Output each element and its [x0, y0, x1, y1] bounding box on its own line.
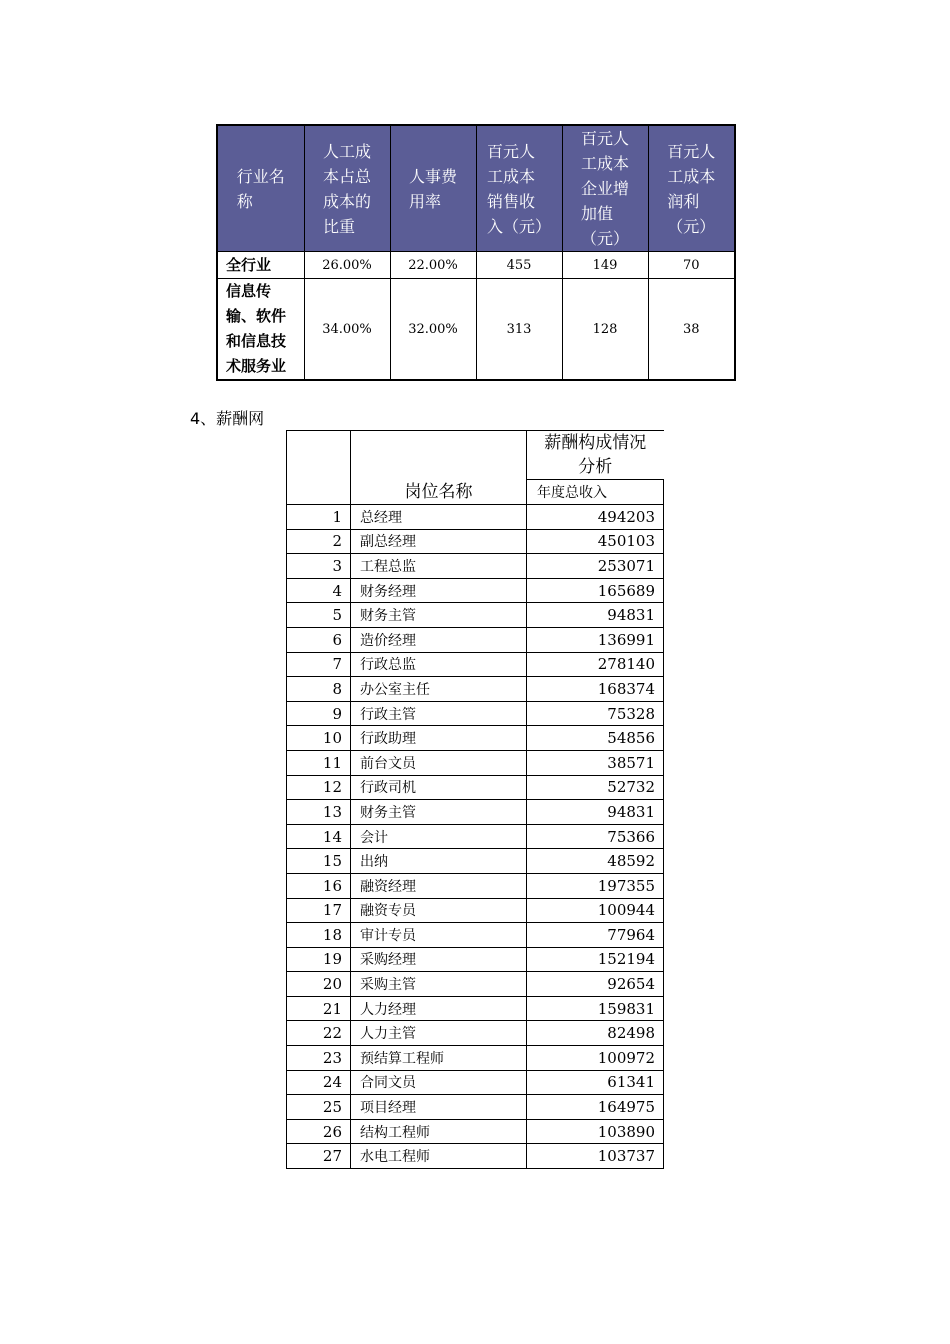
- position-name: 出纳: [351, 849, 527, 874]
- row-number: 8: [287, 677, 351, 702]
- row-number: 25: [287, 1095, 351, 1120]
- table-header-row: [217, 125, 735, 252]
- table-row: [287, 996, 664, 1021]
- position-name: 财务经理: [351, 578, 527, 603]
- row-number: 18: [287, 923, 351, 948]
- position-name: 行政助理: [351, 726, 527, 751]
- salary-table: [286, 430, 664, 1169]
- position-name: 融资经理: [351, 873, 527, 898]
- annual-income: 100972: [527, 1046, 664, 1071]
- annual-income: 48592: [527, 849, 664, 874]
- table-row: [287, 849, 664, 874]
- row-number: 14: [287, 824, 351, 849]
- position-name: 造价经理: [351, 627, 527, 652]
- annual-income: 136991: [527, 627, 664, 652]
- table-row: [287, 750, 664, 775]
- table-row: [287, 603, 664, 628]
- position-name: 会计: [351, 824, 527, 849]
- table-row: [287, 677, 664, 702]
- annual-income: 75366: [527, 824, 664, 849]
- header-profit-per-100: 百元人 工成本 润利 （元）: [648, 125, 735, 252]
- annual-income: 77964: [527, 923, 664, 948]
- header-salary-analysis: 薪酬构成情况 分析: [527, 431, 664, 480]
- table-row: [287, 554, 664, 579]
- annual-income: 152194: [527, 947, 664, 972]
- annual-income: 82498: [527, 1021, 664, 1046]
- row-number: 24: [287, 1070, 351, 1095]
- row-industry: 信息传 输、软件 和信息技 术服务业: [217, 279, 304, 381]
- position-name: 行政总监: [351, 652, 527, 677]
- cell-value: 149: [562, 252, 648, 279]
- position-name: 人力主管: [351, 1021, 527, 1046]
- table-row: [287, 505, 664, 530]
- row-number: 22: [287, 1021, 351, 1046]
- table-row: [287, 1144, 664, 1169]
- cell-value: 455: [476, 252, 562, 279]
- header-industry: 行业名 称: [217, 125, 304, 252]
- annual-income: 278140: [527, 652, 664, 677]
- position-name: 行政司机: [351, 775, 527, 800]
- table-row: [287, 627, 664, 652]
- position-name: 采购主管: [351, 972, 527, 997]
- cell-value: 128: [562, 279, 648, 381]
- table-row: [287, 1021, 664, 1046]
- annual-income: 450103: [527, 529, 664, 554]
- row-number: 9: [287, 701, 351, 726]
- position-name: 水电工程师: [351, 1144, 527, 1169]
- table-row: [217, 279, 735, 381]
- annual-income: 75328: [527, 701, 664, 726]
- annual-income: 164975: [527, 1095, 664, 1120]
- row-number: 10: [287, 726, 351, 751]
- table-row: [287, 652, 664, 677]
- table-row: [287, 726, 664, 751]
- table-row: [287, 701, 664, 726]
- position-name: 审计专员: [351, 923, 527, 948]
- row-number: 7: [287, 652, 351, 677]
- cell-value: 22.00%: [390, 252, 476, 279]
- row-number: 27: [287, 1144, 351, 1169]
- header-sales-per-100: 百元人 工成本 销售收 入（元）: [476, 125, 562, 252]
- row-number: 1: [287, 505, 351, 530]
- annual-income: 52732: [527, 775, 664, 800]
- table-row: [287, 923, 664, 948]
- cell-value: 70: [648, 252, 735, 279]
- row-number: 20: [287, 972, 351, 997]
- cell-value: 38: [648, 279, 735, 381]
- table-row: [287, 1070, 664, 1095]
- table-row: [287, 824, 664, 849]
- row-number: 21: [287, 996, 351, 1021]
- position-name: 人力经理: [351, 996, 527, 1021]
- header-position-name: 岗位名称: [351, 431, 527, 505]
- position-name: 结构工程师: [351, 1119, 527, 1144]
- cell-value: 34.00%: [304, 279, 390, 381]
- row-number: 5: [287, 603, 351, 628]
- table-row: [287, 947, 664, 972]
- annual-income: 94831: [527, 603, 664, 628]
- row-number: 4: [287, 578, 351, 603]
- table-row: [287, 1095, 664, 1120]
- row-number: 15: [287, 849, 351, 874]
- cell-value: 313: [476, 279, 562, 381]
- position-name: 融资专员: [351, 898, 527, 923]
- position-name: 财务主管: [351, 603, 527, 628]
- table-header-row: [287, 431, 664, 480]
- position-name: 财务主管: [351, 800, 527, 825]
- annual-income: 197355: [527, 873, 664, 898]
- row-number: 3: [287, 554, 351, 579]
- table-row: [287, 1046, 664, 1071]
- annual-income: 38571: [527, 750, 664, 775]
- position-name: 项目经理: [351, 1095, 527, 1120]
- industry-labor-cost-table: [216, 124, 736, 381]
- header-number-blank: [287, 431, 351, 505]
- position-name: 副总经理: [351, 529, 527, 554]
- position-name: 采购经理: [351, 947, 527, 972]
- row-number: 6: [287, 627, 351, 652]
- annual-income: 159831: [527, 996, 664, 1021]
- table-row: [287, 873, 664, 898]
- position-name: 工程总监: [351, 554, 527, 579]
- position-name: 总经理: [351, 505, 527, 530]
- annual-income: 494203: [527, 505, 664, 530]
- table-row: [287, 578, 664, 603]
- annual-income: 103890: [527, 1119, 664, 1144]
- row-number: 11: [287, 750, 351, 775]
- annual-income: 61341: [527, 1070, 664, 1095]
- table-row: [287, 1119, 664, 1144]
- annual-income: 103737: [527, 1144, 664, 1169]
- cell-value: 32.00%: [390, 279, 476, 381]
- header-value-added-per-100: 百元人 工成本 企业增 加值 （元）: [562, 125, 648, 252]
- position-name: 办公室主任: [351, 677, 527, 702]
- row-number: 13: [287, 800, 351, 825]
- table-row: [287, 972, 664, 997]
- row-number: 19: [287, 947, 351, 972]
- row-industry: 全行业: [217, 252, 304, 279]
- header-personnel-expense-rate: 人事费 用率: [390, 125, 476, 252]
- section-heading: 4、薪酬网: [190, 409, 265, 428]
- row-number: 2: [287, 529, 351, 554]
- cell-value: 26.00%: [304, 252, 390, 279]
- position-name: 行政主管: [351, 701, 527, 726]
- row-number: 17: [287, 898, 351, 923]
- annual-income: 92654: [527, 972, 664, 997]
- position-name: 预结算工程师: [351, 1046, 527, 1071]
- row-number: 23: [287, 1046, 351, 1071]
- table-row: [287, 800, 664, 825]
- table-row: [287, 775, 664, 800]
- row-number: 12: [287, 775, 351, 800]
- annual-income: 168374: [527, 677, 664, 702]
- annual-income: 165689: [527, 578, 664, 603]
- position-name: 合同文员: [351, 1070, 527, 1095]
- annual-income: 94831: [527, 800, 664, 825]
- annual-income: 54856: [527, 726, 664, 751]
- position-name: 前台文员: [351, 750, 527, 775]
- header-annual-income: 年度总收入: [527, 480, 664, 505]
- table-row: [287, 529, 664, 554]
- annual-income: 253071: [527, 554, 664, 579]
- table-row: [217, 252, 735, 279]
- row-number: 26: [287, 1119, 351, 1144]
- header-labor-cost-ratio: 人工成 本占总 成本的 比重: [304, 125, 390, 252]
- table-row: [287, 898, 664, 923]
- row-number: 16: [287, 873, 351, 898]
- annual-income: 100944: [527, 898, 664, 923]
